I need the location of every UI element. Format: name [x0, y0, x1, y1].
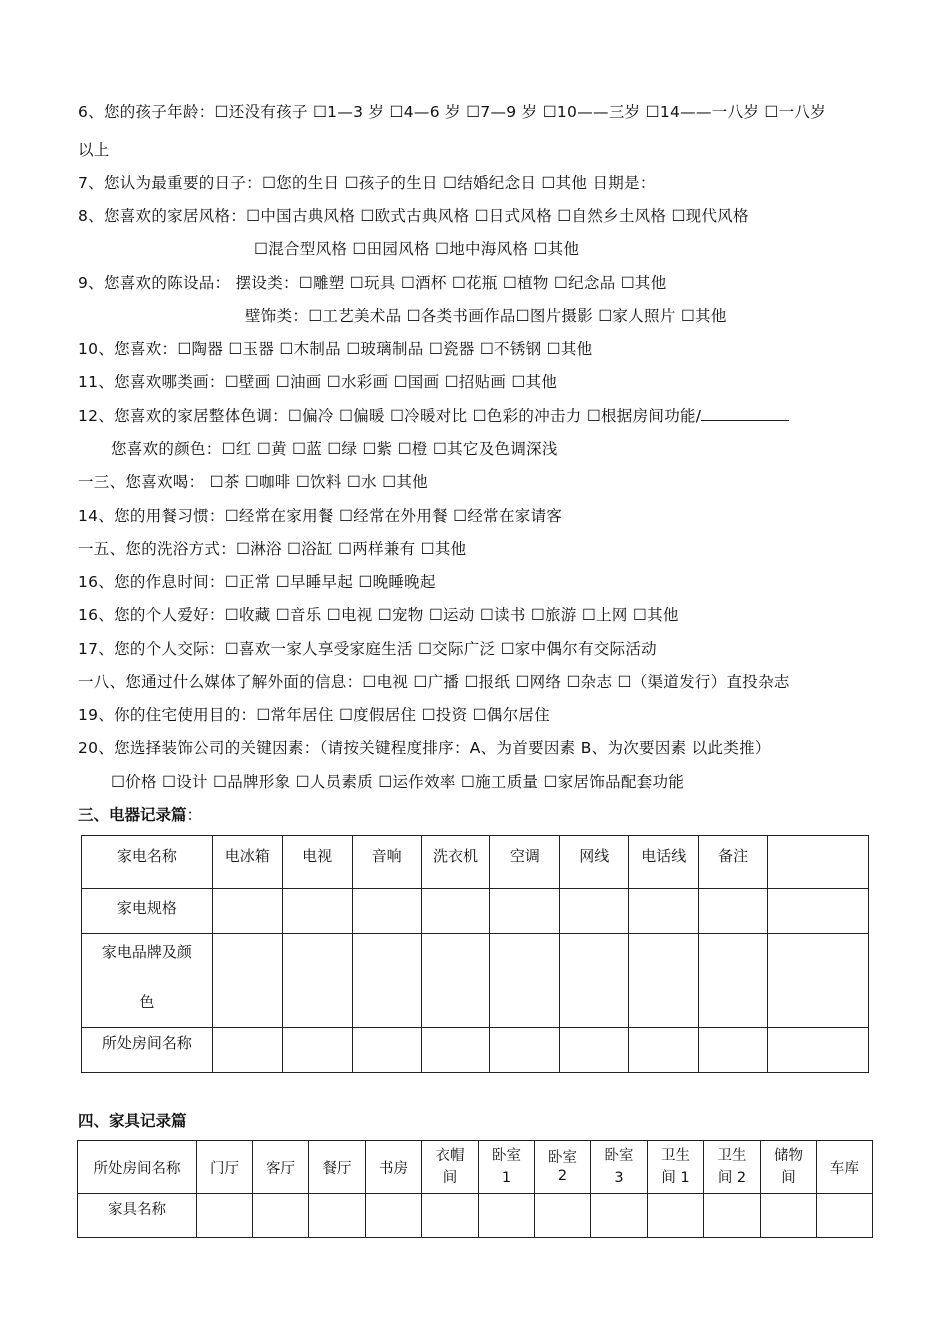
- input-cell[interactable]: [535, 1194, 591, 1238]
- q11: 11、您喜欢哪类画：☐壁画 ☐油画 ☐水彩画 ☐国画 ☐招贴画 ☐其他: [78, 373, 558, 391]
- section3-heading: [78, 805, 202, 825]
- section3-colon: ：: [186, 806, 203, 824]
- input-cell[interactable]: [648, 1194, 704, 1238]
- input-cell[interactable]: [366, 1194, 422, 1238]
- input-cell[interactable]: [421, 1028, 490, 1073]
- q9-line1: 9、您喜欢的陈设品： 摆设类：☐雕塑 ☐玩具 ☐酒杯 ☐花瓶 ☐植物 ☐纪念品 ☐其他: [78, 274, 667, 292]
- header-cell: 电冰箱: [212, 836, 282, 889]
- header-cell: 网线: [560, 836, 629, 889]
- header-cell: 音响: [352, 836, 421, 889]
- q18: 一八、您通过什么媒体了解外面的信息：☐电视 ☐广播 ☐报纸 ☐网络 ☐杂志 ☐（渠道发行）直投杂志: [78, 673, 790, 691]
- header-cell: [422, 1141, 479, 1194]
- input-cell[interactable]: [704, 1194, 761, 1238]
- header-line: 卫生: [717, 1148, 747, 1164]
- header-cell: 客厅: [253, 1141, 309, 1194]
- q14: 14、您的用餐习惯：☐经常在家用餐 ☐经常在外用餐 ☐经常在家请客: [78, 507, 563, 525]
- row-label: 家具名称: [78, 1194, 197, 1238]
- q8-line2: ☐混合型风格 ☐田园风格 ☐地中海风格 ☐其他: [254, 240, 580, 258]
- input-cell[interactable]: [817, 1194, 873, 1238]
- input-cell[interactable]: [629, 1028, 699, 1073]
- input-cell[interactable]: [629, 889, 699, 934]
- header-cell: 书房: [366, 1141, 422, 1194]
- table-row: [82, 934, 869, 1028]
- table-row: [78, 1141, 873, 1194]
- input-cell[interactable]: [768, 934, 869, 1028]
- header-line: 卧室: [492, 1148, 521, 1164]
- appliance-table: [81, 835, 869, 1073]
- input-cell[interactable]: [761, 1194, 817, 1238]
- header-cell: 家电名称: [82, 836, 213, 889]
- q12-line2: 您喜欢的颜色：☐红 ☐黄 ☐蓝 ☐绿 ☐紫 ☐橙 ☐其它及色调深浅: [111, 440, 558, 458]
- input-cell[interactable]: [282, 934, 352, 1028]
- header-line: 间 2: [717, 1170, 747, 1186]
- input-cell[interactable]: [591, 1194, 648, 1238]
- header-line: 储物: [774, 1148, 803, 1164]
- input-cell[interactable]: [212, 934, 282, 1028]
- input-cell[interactable]: [282, 889, 352, 934]
- q19: 19、你的住宅使用目的：☐常年居住 ☐度假居住 ☐投资 ☐偶尔居住: [78, 706, 550, 724]
- input-cell[interactable]: [253, 1194, 309, 1238]
- input-cell[interactable]: [197, 1194, 253, 1238]
- header-cell: [761, 1141, 817, 1194]
- header-cell: [648, 1141, 704, 1194]
- header-cell: 门厅: [197, 1141, 253, 1194]
- input-cell[interactable]: [282, 1028, 352, 1073]
- input-cell[interactable]: [352, 1028, 421, 1073]
- q16a: 16、您的作息时间：☐正常 ☐早睡早起 ☐晚睡晚起: [78, 573, 436, 591]
- header-cell: 备注: [699, 836, 768, 889]
- row-label-line1: 家电品牌及颜: [101, 943, 192, 961]
- row-label: [82, 934, 213, 1028]
- input-cell[interactable]: [421, 934, 490, 1028]
- header-line: 衣帽: [435, 1148, 465, 1164]
- header-line: 3: [614, 1170, 624, 1186]
- input-cell[interactable]: [560, 1028, 629, 1073]
- header-line: 1: [501, 1170, 512, 1186]
- row-label: 家电规格: [82, 889, 213, 934]
- header-line: 2: [557, 1168, 568, 1184]
- header-line: 卧室: [604, 1148, 634, 1164]
- header-cell: [479, 1141, 535, 1194]
- q8-line1: 8、您喜欢的家居风格：☐中国古典风格 ☐欧式古典风格 ☐日式风格 ☐自然乡土风格 ☐现代风格: [78, 207, 749, 225]
- input-cell[interactable]: [490, 1028, 560, 1073]
- header-cell: [704, 1141, 761, 1194]
- input-cell[interactable]: [699, 934, 768, 1028]
- input-cell[interactable]: [699, 889, 768, 934]
- header-cell: 电话线: [629, 836, 699, 889]
- header-line: 间 1: [661, 1170, 690, 1186]
- table-row: [82, 1028, 869, 1073]
- input-cell[interactable]: [352, 934, 421, 1028]
- q10: 10、您喜欢：☐陶器 ☐玉器 ☐木制品 ☐玻璃制品 ☐瓷器 ☐不锈钢 ☐其他: [78, 340, 593, 358]
- header-cell: 车库: [817, 1141, 873, 1194]
- input-cell[interactable]: [309, 1194, 366, 1238]
- header-line: 间: [442, 1170, 458, 1186]
- q12-line1: [78, 406, 789, 426]
- q15: 一五、您的洗浴方式：☐淋浴 ☐浴缸 ☐两样兼有 ☐其他: [78, 540, 467, 558]
- section3-title: 三、电器记录篇: [78, 806, 187, 824]
- table-row: [78, 1194, 873, 1238]
- input-cell[interactable]: [422, 1194, 479, 1238]
- table-row: [82, 836, 869, 889]
- section4-title: 四、家具记录篇: [78, 1112, 187, 1130]
- input-cell[interactable]: [629, 934, 699, 1028]
- input-cell[interactable]: [212, 889, 282, 934]
- q9-line2: 壁饰类：☐工艺美术品 ☐各类书画作品☐图片摄影 ☐家人照片 ☐其他: [245, 307, 727, 325]
- input-cell[interactable]: [421, 889, 490, 934]
- input-cell[interactable]: [490, 934, 560, 1028]
- header-line: 卧室: [548, 1150, 577, 1166]
- header-line: 间: [781, 1170, 796, 1186]
- header-cell: 空调: [490, 836, 560, 889]
- q6-line1: 6、您的孩子年龄：☐还没有孩子 ☐1—3 岁 ☐4—6 岁 ☐7—9 岁 ☐10——三岁 ☐14——一八岁 ☐一八岁: [78, 103, 826, 121]
- header-cell: 餐厅: [309, 1141, 366, 1194]
- header-cell[interactable]: [768, 836, 869, 889]
- input-cell[interactable]: [352, 889, 421, 934]
- input-cell[interactable]: [768, 1028, 869, 1073]
- blank-underline: [701, 406, 789, 421]
- q12-line1-text: 12、您喜欢的家居整体色调：☐偏冷 ☐偏暖 ☐冷暖对比 ☐色彩的冲击力 ☐根据房间功能/: [78, 407, 702, 425]
- input-cell[interactable]: [560, 934, 629, 1028]
- input-cell[interactable]: [490, 889, 560, 934]
- q20-line2: ☐价格 ☐设计 ☐品牌形象 ☐人员素质 ☐运作效率 ☐施工质量 ☐家居饰品配套功能: [111, 773, 685, 791]
- input-cell[interactable]: [560, 889, 629, 934]
- input-cell[interactable]: [768, 889, 869, 934]
- row-label: 所处房间名称: [82, 1028, 213, 1073]
- header-cell: 所处房间名称: [78, 1141, 197, 1194]
- header-cell: [591, 1141, 648, 1194]
- row-label-line2: 色: [139, 993, 155, 1011]
- table-row: [82, 889, 869, 934]
- q20-line1: 20、您选择装饰公司的关键因素：（请按关键程度排序：A、为首要因素 B、为次要因素 以此类推）: [78, 739, 771, 757]
- q6-line2: 以上: [78, 141, 110, 159]
- furniture-table: [77, 1140, 873, 1238]
- input-cell[interactable]: [212, 1028, 282, 1073]
- header-line: 卫生: [661, 1148, 690, 1164]
- header-cell: [535, 1141, 591, 1194]
- q13: 一三、您喜欢喝： ☐茶 ☐咖啡 ☐饮料 ☐水 ☐其他: [78, 473, 428, 491]
- input-cell[interactable]: [699, 1028, 768, 1073]
- header-cell: 洗衣机: [421, 836, 490, 889]
- input-cell[interactable]: [479, 1194, 535, 1238]
- header-cell: 电视: [282, 836, 352, 889]
- q17: 17、您的个人交际：☐喜欢一家人享受家庭生活 ☐交际广泛 ☐家中偶尔有交际活动: [78, 640, 657, 658]
- q16b: 16、您的个人爱好：☐收藏 ☐音乐 ☐电视 ☐宠物 ☐运动 ☐读书 ☐旅游 ☐上网 ☐其他: [78, 606, 679, 624]
- q7: 7、您认为最重要的日子：☐您的生日 ☐孩子的生日 ☐结婚纪念日 ☐其他 日期是：: [78, 174, 656, 192]
